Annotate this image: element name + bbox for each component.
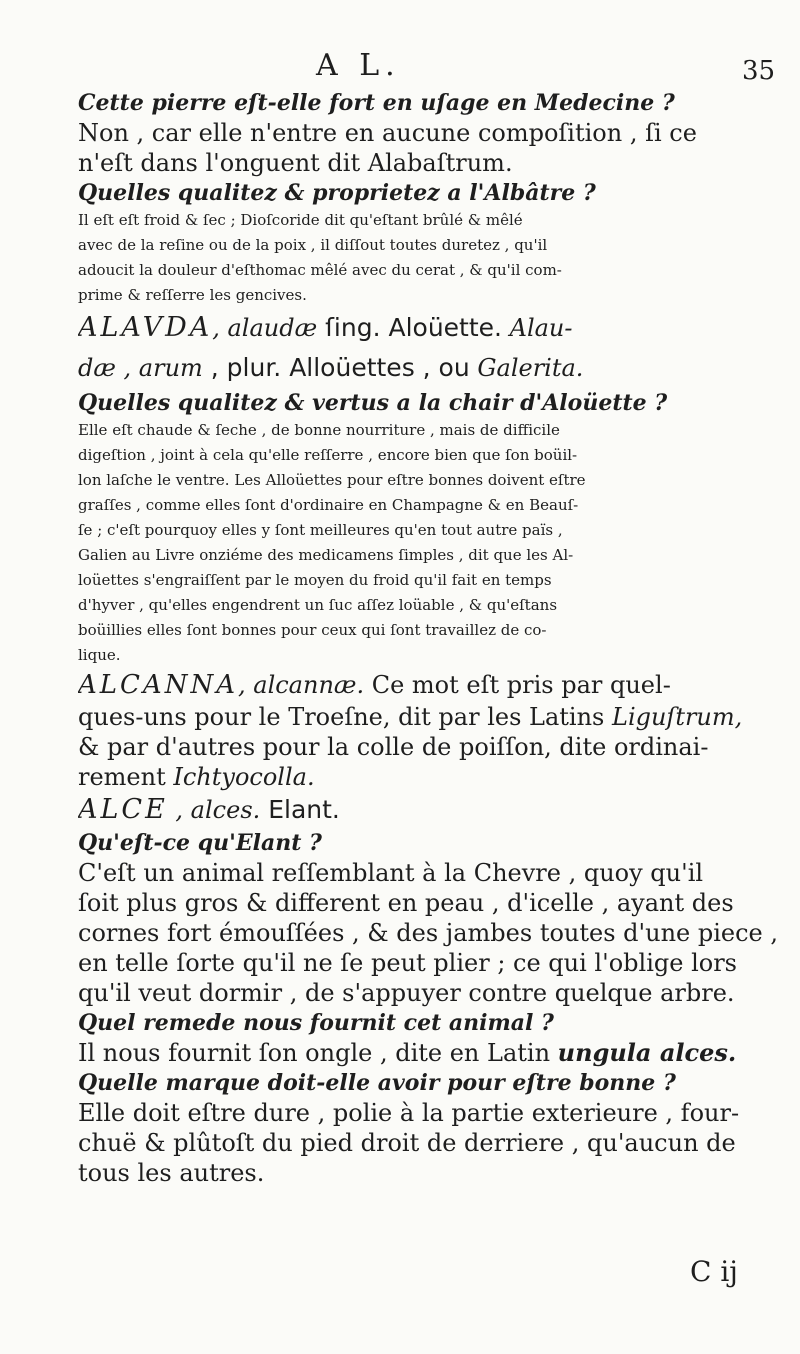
answer-line: Il nous fournit ſon ongle , dite en Latin ungula alces. — [78, 1038, 737, 1067]
question-qualitez: Quelles qualitez & proprietez a l'Albâtre ? — [78, 180, 596, 206]
question-elant: Qu'eſt-ce qu'Elant ? — [78, 830, 322, 856]
answer-line: avec de la reſine ou de la poix , il diſſout toutes duretez , qu'il — [78, 236, 548, 254]
answer-line: digeſtion , joint à cela qu'elle reſſerre , encore bien que ſon boüil- — [78, 446, 578, 464]
answer-line: chuë & plûtoſt du pied droit de derriere , qu'aucun de — [78, 1129, 736, 1157]
headword-alcanna: ALCANNA, alcannæ. Ce mot eſt pris par quel- — [78, 670, 671, 700]
page-text — [78, 88, 790, 1188]
question-alouette: Quelles qualitez & vertus a la chair d'Aloüette ? — [78, 390, 668, 416]
answer-line: en telle ſorte qu'il ne ſe peut plier ; ce qui l'oblige lors — [78, 949, 737, 977]
question-marque: Quelle marque doit-elle avoir pour eſtre bonne ? — [78, 1070, 676, 1096]
answer-line: n'eſt dans l'onguent dit Alabaſtrum. — [78, 149, 513, 177]
answer-line: loüettes s'engraiſſent par le moyen du froid qu'il fait en temps — [78, 571, 552, 589]
answer-line: Il eſt eſt froid & ſec ; Dioſcoride dit qu'eſtant brûlé & mêlé — [78, 211, 523, 229]
answer-line: Galien au Livre onziéme des medicamens ſimples , dit que les Al- — [78, 546, 574, 564]
answer-line: boüillies elles ſont bonnes pour ceux qui ſont travaillez de co- — [78, 621, 547, 639]
running-head-title: A L. — [316, 48, 401, 83]
answer-line: lique. — [78, 646, 121, 664]
answer-line: tous les autres. — [78, 1159, 265, 1187]
answer-line: qu'il veut dormir , de s'appuyer contre quelque arbre. — [78, 979, 735, 1007]
answer-line: Non , car elle n'entre en aucune compoſition , ſi ce — [78, 119, 697, 147]
answer-line: lon laſche le ventre. Les Alloüettes pour eſtre bonnes doivent eſtre — [78, 471, 586, 489]
question-medecine: Cette pierre eſt-elle fort en uſage en Medecine ? — [78, 90, 675, 116]
page-number: 35 — [742, 56, 776, 86]
answer-line: C'eſt un animal reſſemblant à la Chevre , quoy qu'il — [78, 859, 704, 887]
headword: ALCE — [78, 794, 168, 825]
answer-line: adoucit la douleur d'eſthomac mêlé avec du cerat , & qu'il com- — [78, 261, 562, 279]
answer-line: graſſes , comme elles ſont d'ordinaire en Champagne & en Beauſ- — [78, 496, 579, 514]
answer-line: ſoit plus gros & different en peau , d'icelle , ayant des — [78, 889, 734, 917]
running-head — [0, 48, 800, 88]
headword: ALCANNA — [78, 670, 238, 700]
signature-mark: C ij — [690, 1255, 738, 1288]
answer-line: cornes fort émouſſées , & des jambes toutes d'une piece , — [78, 919, 779, 947]
answer-line: prime & reſſerre les gencives. — [78, 286, 307, 304]
answer-line: d'hyver , qu'elles engendrent un ſuc aſſez loüable , & qu'eſtans — [78, 596, 558, 614]
answer-line: ſe ; c'eſt pourquoy elles y ſont meilleures qu'en tout autre païs , — [78, 521, 563, 539]
headword-alauda: ALAVDA, alaudæ ſing. Aloüette. Alau- — [78, 312, 573, 343]
question-remede: Quel remede nous fournit cet animal ? — [78, 1010, 554, 1036]
answer-line: Elle doit eſtre dure , polie à la partie exterieure , four- — [78, 1099, 740, 1127]
answer-line: ques-uns pour le Troeſne, dit par les Latins Liguſtrum, — [78, 703, 743, 731]
answer-line: Elle eſt chaude & ſeche , de bonne nourriture , mais de difficile — [78, 421, 560, 439]
headword-alces: ALCE , alces. Elant. — [78, 794, 340, 825]
answer-line: & par d'autres pour la colle de poiſſon, dite ordinai- — [78, 733, 709, 761]
headword-alauda-cont: dæ , arum , plur. Alloüettes , ou Galerita. — [78, 353, 584, 382]
answer-line: rement Ichtyocolla. — [78, 763, 315, 791]
headword: ALAVDA — [78, 312, 213, 343]
